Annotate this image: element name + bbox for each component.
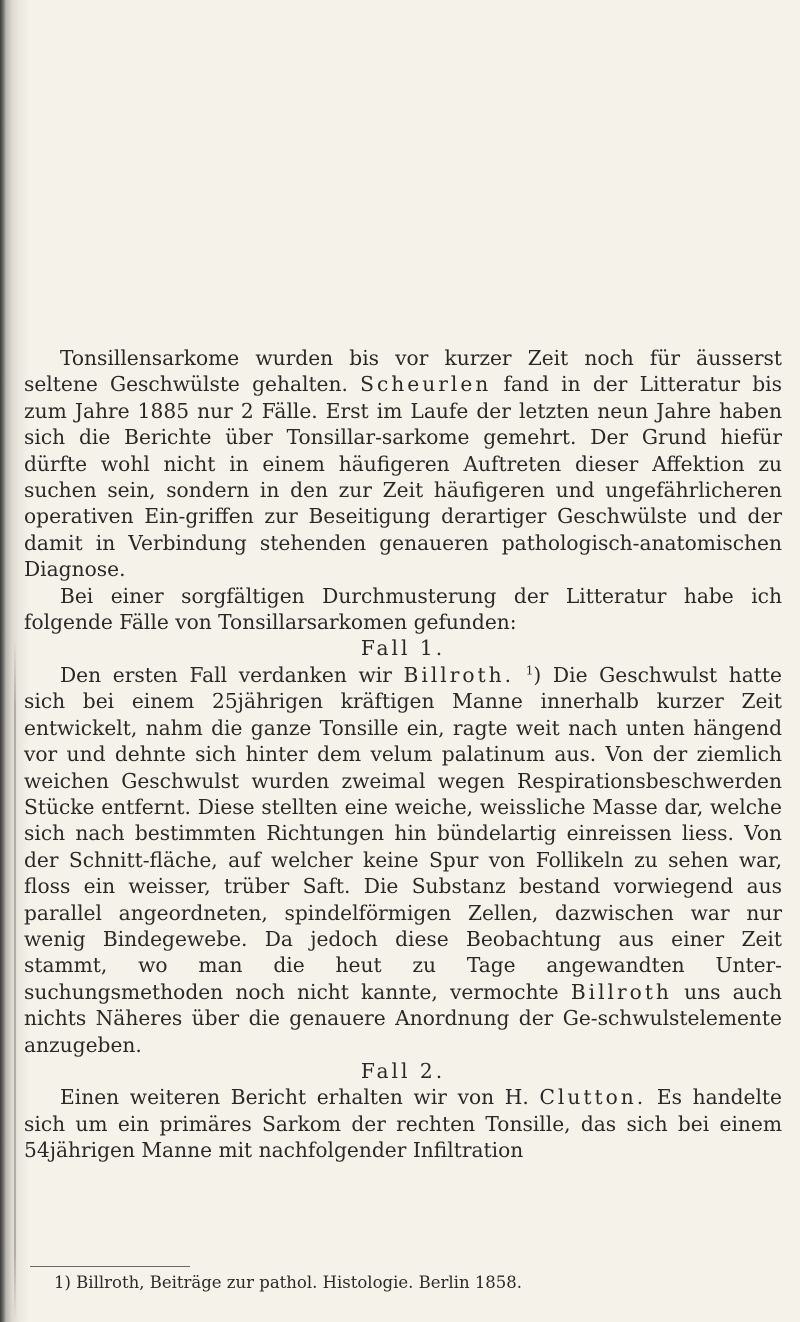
intro-text-continued: fand in der Litteratur bis zum Jahre 1885 nur 2 Fälle. Erst im Laufe der letzten neun Jahre haben sich die Berichte über Tonsillar-sarkome gemehrt. Der Grund hiefür dürfte wohl nicht in einem häufigeren Auftreten dieser Affektion zu suchen sein, sondern in den zur Zeit häufigeren und ungefährlicheren operativen Ein-griffen zur Beseitigung derartiger Geschwülste und der damit in Verbindung stehenden genaueren pathologisch-anatomischen Diagnose.	[24, 372, 782, 582]
binding-edge	[14, 640, 16, 1320]
heading-fall-2: Fall 2.	[360, 1058, 446, 1083]
heading-fall-1: Fall 1.	[360, 636, 446, 661]
case-2-intro: Einen weiteren Bericht erhalten wir von H.	[60, 1085, 529, 1110]
author-name-billroth: Billroth.	[403, 662, 515, 687]
case-1-text: ) Die Geschwulst hatte sich bei einem 25jährigen kräftigen Manne innerhalb kurzer Zeit entwickelt, nahm die ganze Tonsille ein, ragte weit nach unten hängend vor und dehnte sich hinter dem velum palatinum aus. Von der ziemlich weichen Geschwulst wurden zweimal wegen Respirationsbeschwerden Stücke entfernt. Diese stellten eine weiche, weissliche Masse dar, welche sich nach bestimmten Richtungen hin bündelartig einreissen liess. Von der Schnitt-fläche, auf welcher keine Spur von Follikeln zu sehen war, floss ein weisser, trüber Saft. Die Substanz bestand vorwiegend aus parallel angeordneten, spindelförmigen Zellen, dazwischen war nur wenig Bindegewebe. Da jedoch diese Beobachtung aus einer Zeit stammt, wo man die heut zu Tage angewandten Unter-suchungsmethoden noch nicht kannte, vermochte	[24, 662, 782, 1004]
footnote-marker: 1	[525, 663, 534, 678]
author-name-billroth-2: Billroth	[570, 979, 672, 1004]
intro-text: Tonsillensarkome wurden bis vor kurzer Zeit noch für äusserst seltene Geschwülste gehalten.	[24, 346, 782, 397]
case-2-text: Es handelte sich um ein primäres Sarkom der rechten Tonsille, das sich bei einem 54jährigen Manne mit nachfolgender Infiltration	[24, 1085, 782, 1163]
paragraph-intro	[24, 345, 782, 583]
page-body	[24, 345, 782, 1164]
case-1-intro: Den ersten Fall verdanken wir	[60, 662, 392, 687]
footnote-divider	[30, 1266, 190, 1267]
footnote: 1) Billroth, Beiträge zur pathol. Histologie. Berlin 1858.	[54, 1273, 523, 1292]
paragraph-literature: Bei einer sorgfältigen Durchmusterung der Litteratur habe ich folgende Fälle von Tonsillarsarkomen gefunden:	[24, 583, 782, 635]
paragraph-case-1	[24, 662, 782, 1058]
author-name-scheurlen: Scheurlen	[360, 372, 492, 397]
author-name-clutton: Clutton.	[539, 1085, 647, 1110]
case-1-text-end: uns auch nichts Näheres über die genauere Anordnung der Ge-schwulstelemente anzugeben.	[24, 979, 782, 1057]
paragraph-case-2	[24, 1084, 782, 1163]
